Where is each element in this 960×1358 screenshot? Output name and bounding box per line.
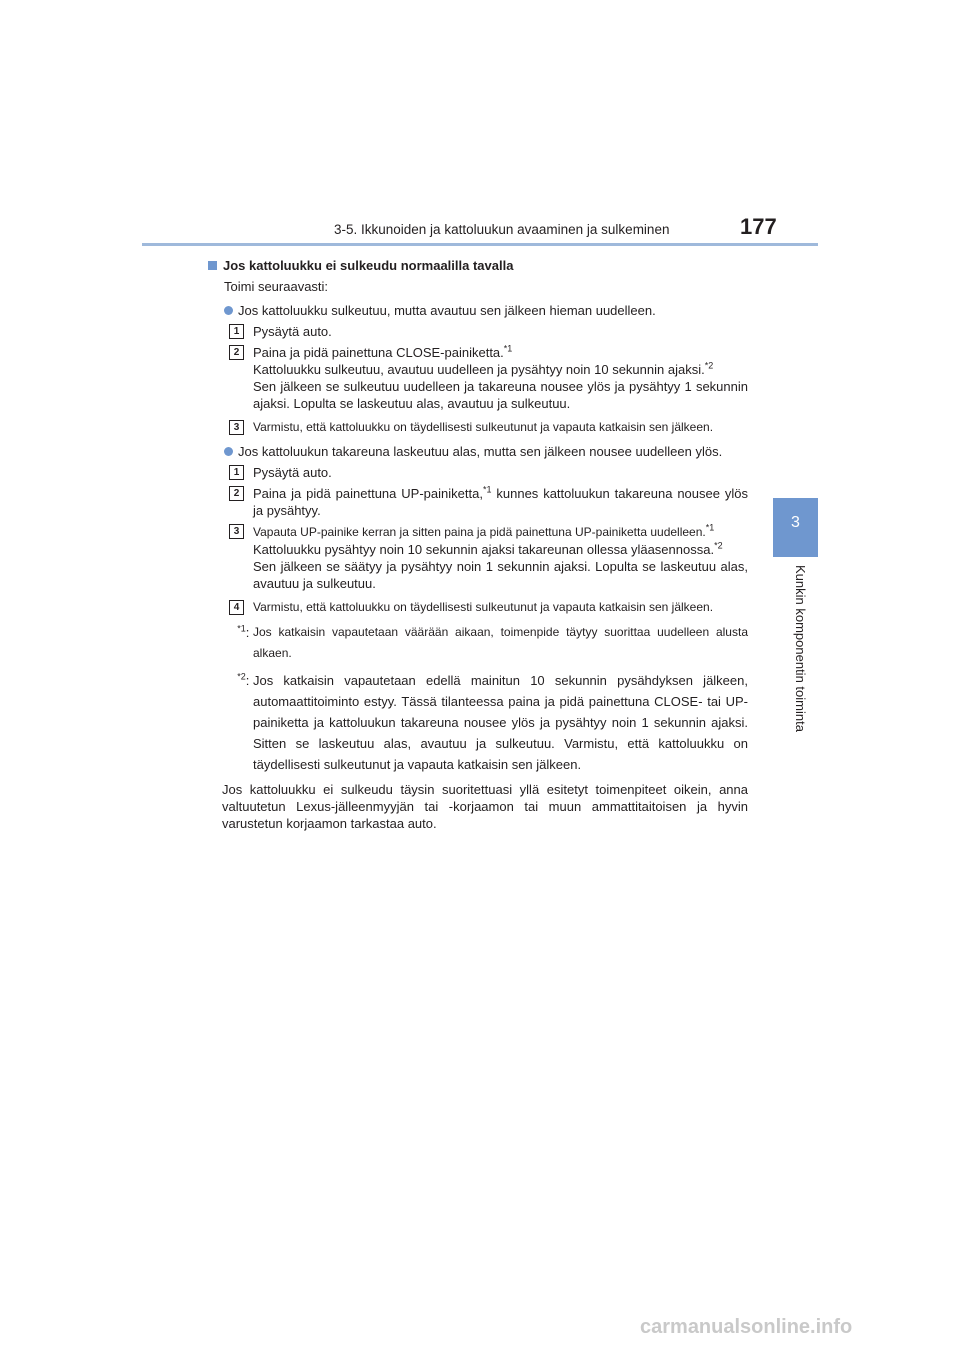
footnote-ref: *2 [704,360,714,371]
page-number: 177 [740,214,777,239]
footnote-ref: *1 [705,522,715,533]
step-number: 3 [229,420,244,435]
step-text-part: Paina ja pidä painettuna CLOSE-painiketta. [253,345,504,360]
watermark: carmanualsonline.info [640,1316,853,1338]
step-text-part: Paina ja pidä painettuna UP-painiketta, [253,486,483,501]
case-title [224,302,748,319]
step-number: 2 [229,486,244,501]
footnote [208,670,748,775]
step-number: 3 [229,524,244,539]
chapter-number: 3 [791,514,800,531]
step-text-part: Kattoluukku sulkeutuu, avautuu uudelleen ja pysähtyy noin 10 sekunnin ajaksi. [253,362,705,377]
square-bullet-icon [208,261,217,270]
step-text-part: Sen jälkeen se sulkeutuu uudelleen ja takareuna nousee ylös ja pysähtyy 1 sekunnin ajaksi. Lopulta se laskeutuu alas, avautuu ja sulkeutuu. [253,379,748,411]
footnote-text: Jos katkaisin vapautetaan väärään aikaan, toimenpide täytyy suorittaa uudelleen alusta alkaen. [253,625,748,660]
step-item [229,485,748,519]
step-text [253,344,748,412]
step-item [229,419,748,436]
case-title-text: Jos kattoluukku sulkeutuu, mutta avautuu sen jälkeen hieman uudelleen. [238,303,656,318]
footnote-separator: : [245,625,250,640]
step-text: Pysäytä auto. [253,465,332,480]
step-text-part: kunnes kattoluukun takareuna nousee ylös ja pysähtyy. [253,486,748,518]
step-text-part: Sen jälkeen se säätyy ja pysähtyy noin 1 sekunnin ajaksi. Lopulta se laskeutuu alas, avautuu ja sulkeutuu. [253,559,748,591]
circle-bullet-icon [224,447,233,456]
step-item [229,523,748,592]
main-content [208,257,748,832]
case-title [224,443,748,460]
step-number: 1 [229,324,244,339]
footnote-ref: *1 [503,343,513,354]
section-heading-text: Jos kattoluukku ei sulkeudu normaalilla tavalla [223,258,514,273]
step-text: Varmistu, että kattoluukku on täydellisesti sulkeutunut ja vapauta katkaisin sen jälkeen. [253,420,714,434]
chapter-title: Kunkin komponentin toiminta [793,565,808,732]
footnote-ref: *1 [482,484,492,495]
intro-text: Toimi seuraavasti: [224,279,329,294]
step-text-part: Vapauta UP-painike kerran ja sitten paina ja pidä painettuna UP-painiketta uudelleen. [253,525,706,539]
step-text: Varmistu, että kattoluukku on täydellisesti sulkeutunut ja vapauta katkaisin sen jälkeen. [253,600,714,614]
step-text [253,485,748,519]
footnote-mark-text: *2 [237,671,246,682]
step-text: Pysäytä auto. [253,324,332,339]
section-title: 3-5. Ikkunoiden ja kattoluukun avaaminen ja sulkeminen [334,222,670,237]
step-item [229,464,748,481]
closing-paragraph: Jos kattoluukku ei sulkeudu täysin suoritettuasi yllä esitetyt toimenpiteet oikein, anna valtuutetun Lexus-jälleenmyyjän tai -korjaamon tai muun ammattitaitoisen ja hyvin varustetun korjaamon tarkastaa auto. [222,782,748,831]
case-title-text: Jos kattoluukun takareuna laskeutuu alas, mutta sen jälkeen nousee uudelleen ylös. [238,444,723,459]
step-item [229,344,748,412]
footnote-mark-text: *1 [237,623,246,634]
footnote [208,622,748,664]
step-text [253,523,748,592]
footnote-text: Jos katkaisin vapautetaan edellä mainitun 10 sekunnin pysähdyksen jälkeen, automaattitoiminto estyy. Tässä tilanteessa paina ja pidä painettuna CLOSE- tai UP-painiketta ja kattoluukun takareuna nousee ylös ja pysähtyy noin 1 sekunnin ajaksi. Sitten se laskeutuu alas, avautuu ja sulkeutuu. Varmistu, että kattoluukku on täydellisesti sulkeutunut ja vapauta katkaisin sen jälkeen. [253,673,748,772]
header-rule [142,243,818,246]
step-item [229,323,748,340]
step-number: 1 [229,465,244,480]
footnote-mark [208,670,253,691]
step-number: 4 [229,600,244,615]
circle-bullet-icon [224,306,233,315]
footnote-mark [208,622,253,643]
section-heading [208,257,748,274]
step-text-part: Kattoluukku pysähtyy noin 10 sekunnin ajaksi takareunan ollessa yläasennossa. [253,542,715,557]
step-number: 2 [229,345,244,360]
footnote-ref: *2 [714,540,723,551]
step-item [229,599,748,616]
chapter-tab [773,498,818,557]
footnote-separator: : [245,673,250,688]
